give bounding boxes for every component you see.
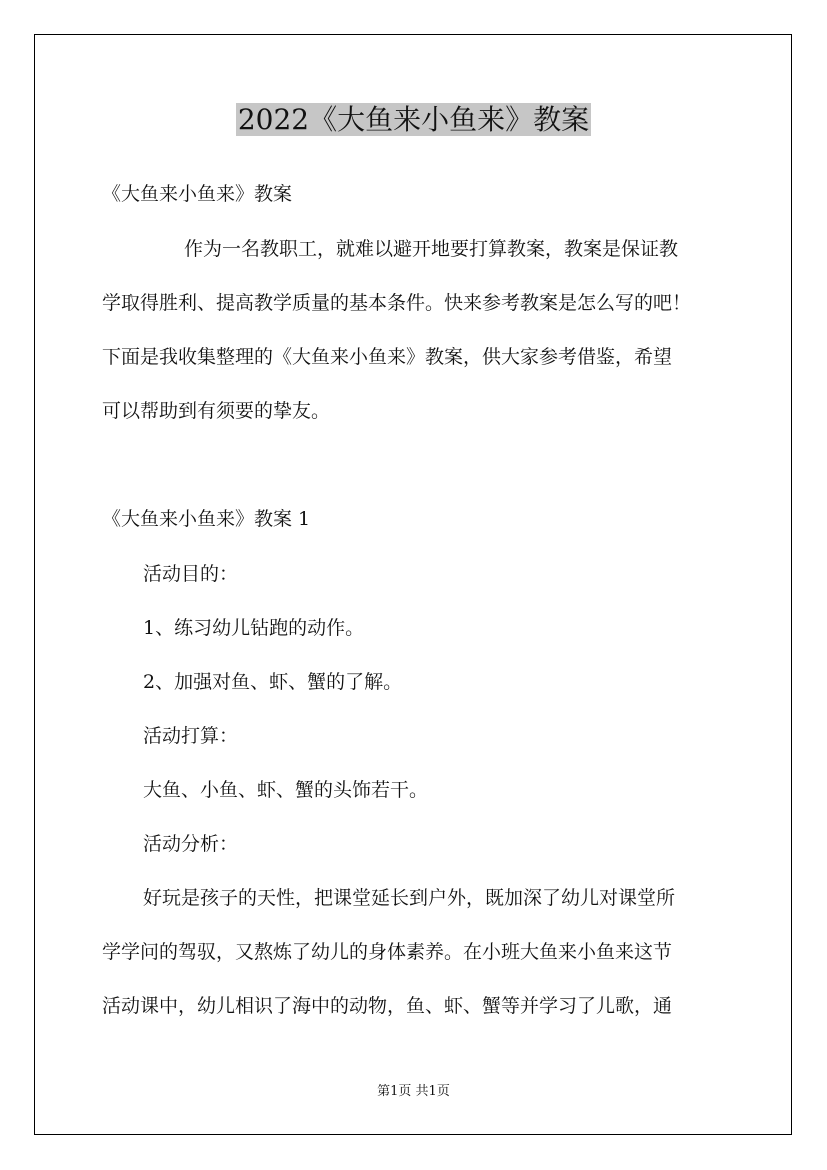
document-title [0,100,827,140]
section-heading: 《大鱼来小鱼来》教案 1 [102,508,311,530]
intro-line-4: 可以帮助到有须要的挚友。 [102,400,331,422]
document-title-text: 2022《大鱼来小鱼来》教案 [237,103,590,136]
list-item-goal-heading: 活动目的： [143,563,239,585]
list-item-prep-content: 大鱼、小鱼、虾、蟹的头饰若干。 [143,779,429,801]
analysis-line-2: 学学问的驾驭，又熬炼了幼儿的身体素养。在小班大鱼来小鱼来这节 [102,941,673,963]
list-item-prep-heading: 活动打算： [143,725,239,747]
intro-line-2: 学取得胜利、提高教学质量的基本条件。快来参考教案是怎么写的吧！ [102,292,692,314]
analysis-line-1: 好玩是孩子的天性，把课堂延长到户外，既加深了幼儿对课堂所 [143,887,676,909]
intro-line-1: 作为一名教职工，就难以避开地要打算教案，教案是保证教 [184,238,679,260]
document-subtitle: 《大鱼来小鱼来》教案 [102,183,293,205]
page-footer: 第1页 共1页 [377,1084,450,1099]
intro-line-3: 下面是我收集整理的《大鱼来小鱼来》教案，供大家参考借鉴，希望 [102,346,673,368]
list-item-analysis-heading: 活动分析： [143,833,239,855]
analysis-line-3: 活动课中，幼儿相识了海中的动物，鱼、虾、蟹等并学习了儿歌，通 [102,995,673,1017]
list-item-goal-2: 2、加强对鱼、虾、蟹的了解。 [143,671,403,693]
list-item-goal-1: 1、练习幼儿钻跑的动作。 [143,617,365,639]
